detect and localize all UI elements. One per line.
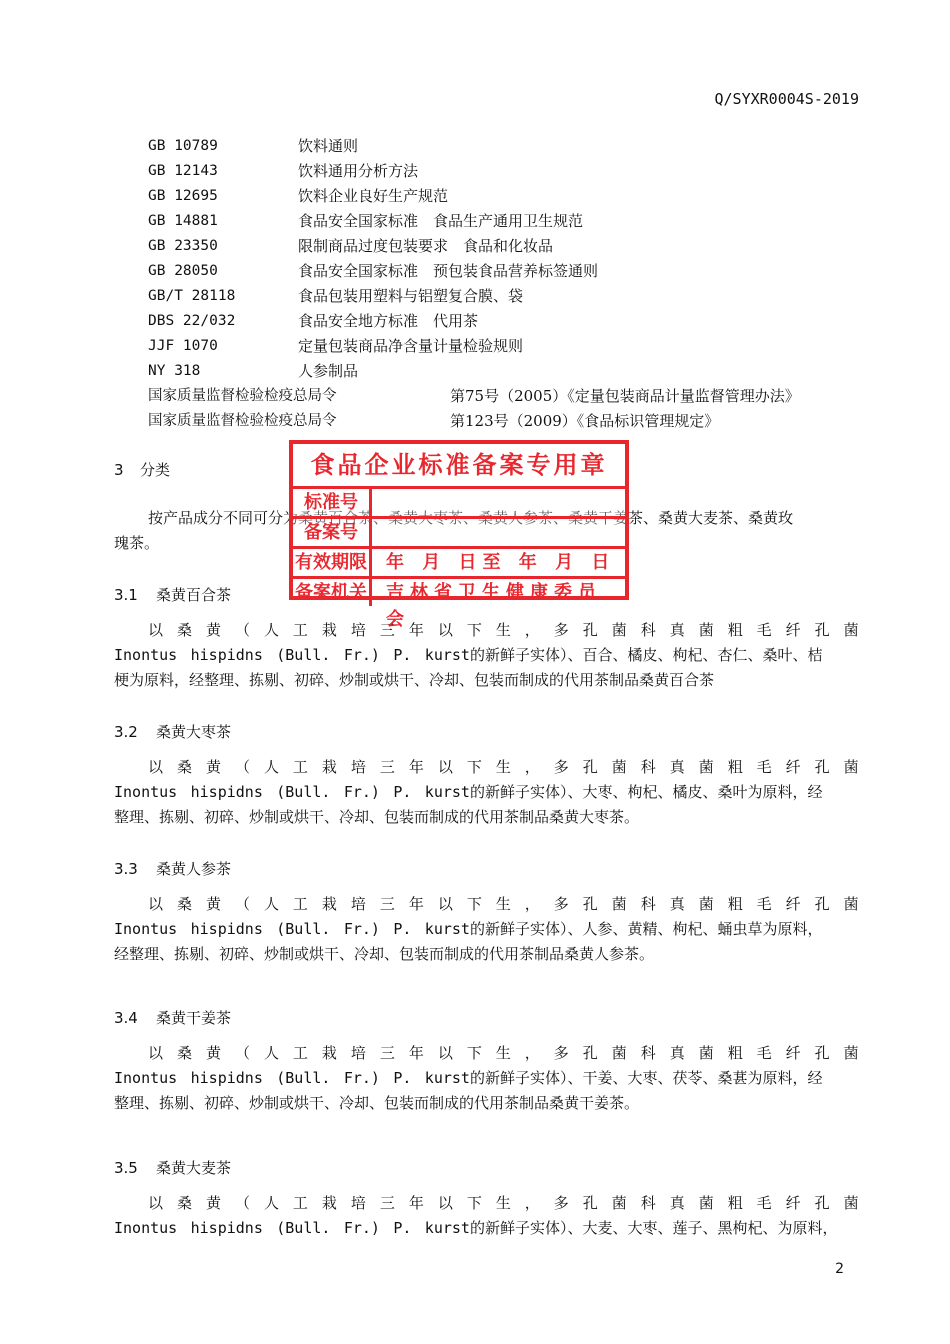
paragraph-char: 以 xyxy=(437,621,453,639)
paragraph-char: 桑 xyxy=(176,758,192,776)
latin-word: hispidns xyxy=(190,1069,263,1087)
reference-code: JJF 1070 xyxy=(148,338,218,354)
paragraph-char: 菌 xyxy=(611,758,627,776)
latin-word: kurst xyxy=(424,783,470,801)
paragraph-char: ， xyxy=(524,621,540,639)
paragraph-char: 以 xyxy=(148,895,164,913)
paragraph-char: 真 xyxy=(669,895,685,913)
latin-word: (Bull. xyxy=(276,783,331,801)
intro-line-1: 按产品成分不同可分为桑黄百合茶、桑黄大枣茶、桑黄人参茶、桑黄干姜茶、桑黄大麦茶、桑黄玫 xyxy=(148,509,794,527)
stamp-label: 标准号 xyxy=(293,489,372,516)
latin-word: kurst xyxy=(424,1219,470,1237)
paragraph-char: 培 xyxy=(350,1194,366,1212)
latin-word: kurst xyxy=(424,1069,470,1087)
paragraph-char: 真 xyxy=(669,621,685,639)
reference-title: 食品安全国家标准 预包装食品营养标签通则 xyxy=(298,262,599,280)
paragraph-line-2 xyxy=(114,1066,859,1091)
paragraph-char: 科 xyxy=(640,1194,656,1212)
paragraph-char: 以 xyxy=(148,1044,164,1062)
paragraph-line-3: 梗为原料，经整理、拣剔、初碎、炒制或烘干、冷却、包装而制成的代用茶制品桑黄百合茶 xyxy=(114,671,715,689)
paragraph-char: （ xyxy=(234,1044,250,1062)
reference-title: 食品安全地方标准 代用茶 xyxy=(298,312,479,330)
paragraph-char: 以 xyxy=(148,621,164,639)
paragraph-line-2 xyxy=(114,643,859,668)
paragraph-char: 多 xyxy=(553,1194,569,1212)
paragraph-char: 栽 xyxy=(321,758,337,776)
paragraph-char: 生 xyxy=(495,758,511,776)
intro-line-2: 瑰茶。 xyxy=(114,534,160,552)
paragraph-char: 桑 xyxy=(176,1194,192,1212)
section-number: 3 xyxy=(114,461,124,479)
subsection-paragraph xyxy=(114,755,859,830)
latin-word: Fr.) xyxy=(343,646,380,664)
reference-title: 限制商品过度包装要求 食品和化妆品 xyxy=(298,237,554,255)
paragraph-char: 工 xyxy=(292,621,308,639)
latin-name xyxy=(114,1216,470,1241)
paragraph-char: 人 xyxy=(263,1044,279,1062)
paragraph-char: 纤 xyxy=(785,1044,801,1062)
stamp-title: 食品企业标准备案专用章 xyxy=(293,444,625,489)
reference-item xyxy=(148,409,868,434)
paragraph-char: 科 xyxy=(640,1044,656,1062)
paragraph-char: 多 xyxy=(553,621,569,639)
reference-code: GB 10789 xyxy=(148,138,218,154)
page-number: 2 xyxy=(835,1261,844,1277)
paragraph-char: 培 xyxy=(350,895,366,913)
paragraph-char: 菌 xyxy=(843,895,859,913)
paragraph-char: 桑 xyxy=(176,1044,192,1062)
paragraph-char: 人 xyxy=(263,895,279,913)
paragraph-char: 工 xyxy=(292,895,308,913)
latin-word: kurst xyxy=(424,920,470,938)
paragraph-char: 培 xyxy=(350,1044,366,1062)
latin-name xyxy=(114,917,470,942)
paragraph-char: 以 xyxy=(437,895,453,913)
paragraph-char: 三 xyxy=(379,1194,395,1212)
subsection-number: 3.1 xyxy=(114,586,138,604)
latin-word: Inontus xyxy=(114,646,178,664)
paragraph-char: 孔 xyxy=(814,1194,830,1212)
paragraph-char: 菌 xyxy=(611,1044,627,1062)
paragraph-char: 菌 xyxy=(698,758,714,776)
paragraph-char: 年 xyxy=(408,895,424,913)
reference-item xyxy=(148,184,868,209)
subsection-paragraph xyxy=(114,618,859,693)
paragraph-char: 工 xyxy=(292,758,308,776)
subsection-heading xyxy=(114,721,231,742)
latin-name xyxy=(114,643,470,668)
subsection-title: 桑黄大麦茶 xyxy=(156,1159,232,1177)
reference-item xyxy=(148,134,868,159)
paragraph-line-1 xyxy=(114,755,859,780)
paragraph-char: 菌 xyxy=(698,895,714,913)
reference-item xyxy=(148,159,868,184)
latin-word: hispidns xyxy=(190,783,263,801)
reference-code: NY 318 xyxy=(148,363,201,379)
paragraph-char: 科 xyxy=(640,758,656,776)
paragraph-char: 栽 xyxy=(321,621,337,639)
paragraph-char: 三 xyxy=(379,1044,395,1062)
paragraph-tail: 的新鲜子实体）、干姜、大枣、茯苓、桑葚为原料，经 xyxy=(470,1069,823,1087)
paragraph-char: 工 xyxy=(292,1044,308,1062)
reference-code: 国家质量监督检验检疫总局令 xyxy=(148,388,337,404)
subsection-title: 桑黄大枣茶 xyxy=(156,723,232,741)
paragraph-char: 年 xyxy=(408,758,424,776)
paragraph-char: 培 xyxy=(350,621,366,639)
paragraph-char: 真 xyxy=(669,1194,685,1212)
paragraph-char: 孔 xyxy=(814,895,830,913)
paragraph-char: （ xyxy=(234,758,250,776)
reference-list xyxy=(148,134,868,434)
paragraph-char: 下 xyxy=(466,758,482,776)
paragraph-char: （ xyxy=(234,621,250,639)
subsection-number: 3.4 xyxy=(114,1009,138,1027)
stamp-label: 有效期限 xyxy=(293,549,372,576)
paragraph-char: 菌 xyxy=(698,621,714,639)
paragraph-char: 栽 xyxy=(321,895,337,913)
paragraph-char: （ xyxy=(234,1194,250,1212)
paragraph-line-1 xyxy=(114,1191,859,1216)
latin-word: P. xyxy=(393,920,412,938)
latin-word: (Bull. xyxy=(276,1219,331,1237)
stamp-value xyxy=(372,519,625,546)
doc-code: Q/SYXR0004S-2019 xyxy=(714,90,859,108)
stamp-row xyxy=(293,519,625,549)
paragraph-line-1 xyxy=(114,892,859,917)
paragraph-char: 多 xyxy=(553,1044,569,1062)
paragraph-char: 孔 xyxy=(814,1044,830,1062)
paragraph-char: 菌 xyxy=(611,895,627,913)
paragraph-char: 黄 xyxy=(205,1044,221,1062)
paragraph-char: 下 xyxy=(466,895,482,913)
paragraph-char: 纤 xyxy=(785,895,801,913)
subsection-paragraph xyxy=(114,892,859,967)
reference-item xyxy=(148,209,868,234)
paragraph-char: 下 xyxy=(466,1194,482,1212)
paragraph-line-2 xyxy=(114,780,859,805)
latin-word: Fr.) xyxy=(343,783,380,801)
reference-title: 食品安全国家标准 食品生产通用卫生规范 xyxy=(298,212,584,230)
stamp-value: 年 月 日至 年 月 日 xyxy=(386,552,616,573)
latin-word: Inontus xyxy=(114,1219,178,1237)
paragraph-line-3 xyxy=(114,1241,859,1266)
paragraph-char: 科 xyxy=(640,621,656,639)
latin-word: (Bull. xyxy=(276,920,331,938)
paragraph-tail: 的新鲜子实体）、大枣、枸杞、橘皮、桑叶为原料，经 xyxy=(470,783,823,801)
paragraph-char: 菌 xyxy=(843,1194,859,1212)
latin-word: P. xyxy=(393,1219,412,1237)
stamp-row xyxy=(293,549,625,579)
paragraph-tail: 的新鲜子实体）、大麦、大枣、莲子、黑枸杞、为原料， xyxy=(470,1219,838,1237)
paragraph-char: 黄 xyxy=(205,895,221,913)
paragraph-char: 粗 xyxy=(727,895,743,913)
section-title: 分类 xyxy=(140,461,171,479)
paragraph-char: 黄 xyxy=(205,758,221,776)
subsection-number: 3.2 xyxy=(114,723,138,741)
paragraph-char: 三 xyxy=(379,758,395,776)
subsection-paragraph xyxy=(114,1041,859,1116)
paragraph-char: 以 xyxy=(148,758,164,776)
paragraph-char: 毛 xyxy=(756,758,772,776)
paragraph-char: 科 xyxy=(640,895,656,913)
paragraph-char: 以 xyxy=(437,1194,453,1212)
paragraph-char: 人 xyxy=(263,1194,279,1212)
reference-item xyxy=(148,309,868,334)
paragraph-char: 孔 xyxy=(582,895,598,913)
paragraph-char: 黄 xyxy=(205,621,221,639)
paragraph-char: 菌 xyxy=(698,1194,714,1212)
paragraph-line-3: 经整理、拣剔、初碎、炒制或烘干、冷却、包装而制成的代用茶制品桑黄人参茶。 xyxy=(114,945,655,963)
reference-title: 定量包装商品净含量计量检验规则 xyxy=(298,337,524,355)
paragraph-char: 以 xyxy=(148,1194,164,1212)
paragraph-char: 菌 xyxy=(698,1044,714,1062)
paragraph-char: 纤 xyxy=(785,621,801,639)
subsection-title: 桑黄干姜茶 xyxy=(156,1009,232,1027)
latin-word: Inontus xyxy=(114,1069,178,1087)
reference-title: 饮料通则 xyxy=(298,137,359,155)
reference-code: GB 12695 xyxy=(148,188,218,204)
reference-item xyxy=(148,284,868,309)
paragraph-char: 培 xyxy=(350,758,366,776)
paragraph-char: ， xyxy=(524,895,540,913)
paragraph-char: 年 xyxy=(408,1044,424,1062)
subsection-title: 桑黄人参茶 xyxy=(156,860,232,878)
stamp-row xyxy=(293,579,625,630)
reference-code: DBS 22/032 xyxy=(148,313,236,329)
paragraph-char: 桑 xyxy=(176,895,192,913)
paragraph-char: 人 xyxy=(263,621,279,639)
paragraph-char: 孔 xyxy=(582,1194,598,1212)
subsection-heading xyxy=(114,858,231,879)
paragraph-line-2 xyxy=(114,917,859,942)
reference-title: 第123号（2009）《食品标识管理规定》 xyxy=(450,412,720,430)
paragraph-char: 栽 xyxy=(321,1194,337,1212)
subsection-heading xyxy=(114,584,231,605)
section-3-heading xyxy=(114,459,170,480)
latin-word: hispidns xyxy=(190,920,263,938)
paragraph-char: 人 xyxy=(263,758,279,776)
subsection-heading xyxy=(114,1007,231,1028)
latin-word: P. xyxy=(393,783,412,801)
paragraph-char: 以 xyxy=(437,758,453,776)
latin-word: Fr.) xyxy=(343,920,380,938)
paragraph-line-1 xyxy=(114,618,859,643)
paragraph-char: 以 xyxy=(437,1044,453,1062)
paragraph-char: 黄 xyxy=(205,1194,221,1212)
reference-code: GB 12143 xyxy=(148,163,218,179)
reference-title: 饮料通用分析方法 xyxy=(298,162,419,180)
latin-word: hispidns xyxy=(190,646,263,664)
latin-word: Inontus xyxy=(114,783,178,801)
paragraph-char: 粗 xyxy=(727,1044,743,1062)
paragraph-char: ， xyxy=(524,1194,540,1212)
paragraph-char: 毛 xyxy=(756,895,772,913)
paragraph-char: 真 xyxy=(669,1044,685,1062)
latin-word: Inontus xyxy=(114,920,178,938)
latin-word: P. xyxy=(393,1069,412,1087)
reference-code: GB/T 28118 xyxy=(148,288,236,304)
paragraph-char: 孔 xyxy=(582,758,598,776)
latin-name xyxy=(114,1066,470,1091)
paragraph-char: 三 xyxy=(379,621,395,639)
paragraph-char: 菌 xyxy=(843,1044,859,1062)
paragraph-char: 下 xyxy=(466,1044,482,1062)
paragraph-char: 孔 xyxy=(582,1044,598,1062)
stamp-value xyxy=(372,489,625,516)
reference-item xyxy=(148,259,868,284)
reference-code: GB 14881 xyxy=(148,213,218,229)
paragraph-char: 生 xyxy=(495,1044,511,1062)
paragraph-char: 工 xyxy=(292,1194,308,1212)
reference-title: 食品包装用塑料与铝塑复合膜、袋 xyxy=(298,287,524,305)
paragraph-char: 菌 xyxy=(611,1194,627,1212)
paragraph-char: 纤 xyxy=(785,758,801,776)
paragraph-char: 毛 xyxy=(756,621,772,639)
paragraph-char: 菌 xyxy=(611,621,627,639)
latin-word: Fr.) xyxy=(343,1069,380,1087)
paragraph-line-1 xyxy=(114,1041,859,1066)
paragraph-char: 菌 xyxy=(843,621,859,639)
subsection-title: 桑黄百合茶 xyxy=(156,586,232,604)
paragraph-tail: 的新鲜子实体）、百合、橘皮、枸杞、杏仁、桑叶、桔 xyxy=(470,646,823,664)
paragraph-char: 孔 xyxy=(814,621,830,639)
paragraph-char: 下 xyxy=(466,621,482,639)
stamp-row xyxy=(293,489,625,519)
reference-code: 国家质量监督检验检疫总局令 xyxy=(148,413,337,429)
paragraph-char: 生 xyxy=(495,895,511,913)
reference-item xyxy=(148,234,868,259)
paragraph-char: 毛 xyxy=(756,1194,772,1212)
paragraph-char: 纤 xyxy=(785,1194,801,1212)
latin-word: (Bull. xyxy=(276,1069,331,1087)
paragraph-char: 粗 xyxy=(727,621,743,639)
stamp-label: 备案机关 xyxy=(293,579,372,606)
paragraph-char: 多 xyxy=(553,895,569,913)
paragraph-char: 孔 xyxy=(582,621,598,639)
reference-title: 人参制品 xyxy=(298,362,359,380)
paragraph-tail: 的新鲜子实体）、人参、黄精、枸杞、蛹虫草为原料， xyxy=(470,920,823,938)
stamp-label: 备案号 xyxy=(293,519,372,546)
reference-item xyxy=(148,334,868,359)
filing-stamp xyxy=(289,440,629,630)
paragraph-char: 栽 xyxy=(321,1044,337,1062)
paragraph-char: 粗 xyxy=(727,1194,743,1212)
subsection-number: 3.5 xyxy=(114,1159,138,1177)
reference-item xyxy=(148,359,868,384)
latin-name xyxy=(114,780,470,805)
latin-word: Fr.) xyxy=(343,1219,380,1237)
paragraph-line-3: 整理、拣剔、初碎、炒制或烘干、冷却、包装而制成的代用茶制品桑黄干姜茶。 xyxy=(114,1094,640,1112)
paragraph-char: 桑 xyxy=(176,621,192,639)
paragraph-line-2 xyxy=(114,1216,859,1241)
reference-item xyxy=(148,384,868,409)
paragraph-line-3: 整理、拣剔、初碎、炒制或烘干、冷却、包装而制成的代用茶制品桑黄大枣茶。 xyxy=(114,808,640,826)
latin-word: (Bull. xyxy=(276,646,331,664)
subsection-heading xyxy=(114,1157,231,1178)
paragraph-char: 孔 xyxy=(814,758,830,776)
subsection-number: 3.3 xyxy=(114,860,138,878)
paragraph-char: 年 xyxy=(408,621,424,639)
reference-title: 饮料企业良好生产规范 xyxy=(298,187,449,205)
paragraph-char: 年 xyxy=(408,1194,424,1212)
reference-title: 第75号（2005）《定量包装商品计量监督管理办法》 xyxy=(450,387,800,405)
paragraph-char: 多 xyxy=(553,758,569,776)
subsection-paragraph xyxy=(114,1191,859,1266)
latin-word: P. xyxy=(393,646,412,664)
paragraph-char: 粗 xyxy=(727,758,743,776)
reference-code: GB 23350 xyxy=(148,238,218,254)
paragraph-char: 菌 xyxy=(843,758,859,776)
paragraph-char: 生 xyxy=(495,1194,511,1212)
paragraph-char: ， xyxy=(524,1044,540,1062)
paragraph-char: 生 xyxy=(495,621,511,639)
paragraph-char: 毛 xyxy=(756,1044,772,1062)
latin-word: kurst xyxy=(424,646,470,664)
reference-code: GB 28050 xyxy=(148,263,218,279)
stamp-value: 吉林省卫生健康委员会 xyxy=(386,582,602,630)
paragraph-char: 真 xyxy=(669,758,685,776)
paragraph-char: （ xyxy=(234,895,250,913)
paragraph-char: 三 xyxy=(379,895,395,913)
latin-word: hispidns xyxy=(190,1219,263,1237)
paragraph-char: ， xyxy=(524,758,540,776)
